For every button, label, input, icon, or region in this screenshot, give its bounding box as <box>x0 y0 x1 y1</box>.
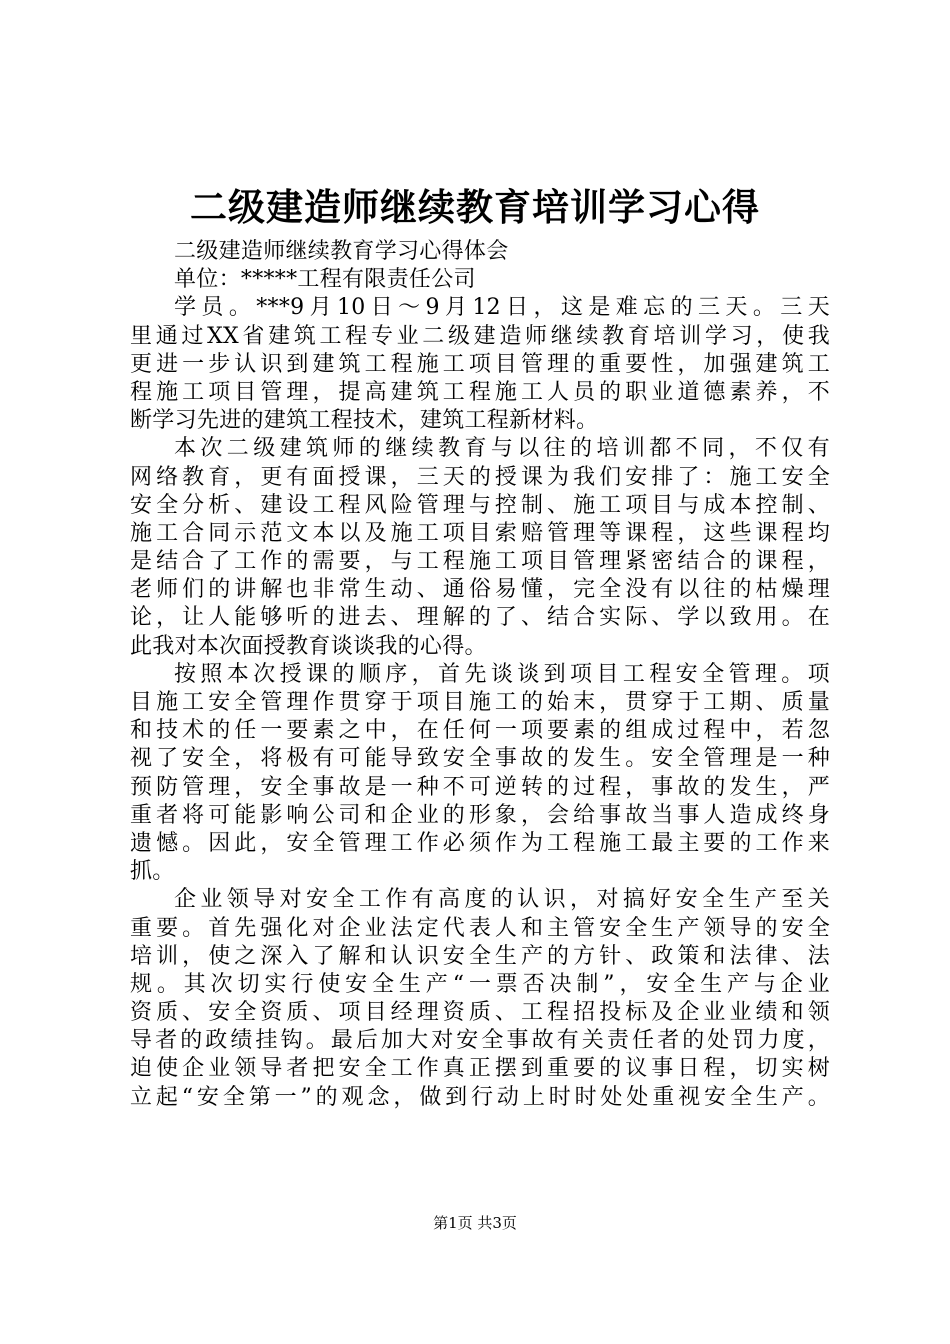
body-line: 导者的政绩挂钩。最后加大对安全事故有关责任者的处罚力度， <box>130 1028 830 1054</box>
body-line: 重者将可能影响公司和企业的形象，会给事故当事人造成终身 <box>130 802 830 828</box>
body-line: 重要。首先强化对企业法定代表人和主管安全生产领导的安全 <box>130 915 830 941</box>
body-line: 更进一步认识到建筑工程施工项目管理的重要性，加强建筑工 <box>130 351 830 377</box>
body-line: 迫使企业领导者把安全工作真正摆到重要的议事日程，切实树 <box>130 1056 830 1082</box>
body-line: 目施工安全管理作贯穿于项目施工的始末，贯穿于工期、质量 <box>130 690 830 715</box>
body-line: 里通过XX省建筑工程专业二级建造师继续教育培训学习，使我 <box>130 323 830 349</box>
document-body <box>130 238 830 1112</box>
body-line: 预防管理，安全事故是一种不可逆转的过程，事故的发生，严 <box>130 774 830 800</box>
body-line: 论，让人能够听的进去、理解的了、结合实际、学以致用。在 <box>130 605 830 631</box>
body-line: 此我对本次面授教育谈谈我的心得。 <box>130 633 487 659</box>
body-line: 资质、安全资质、项目经理资质、工程招投标及企业业绩和领 <box>130 1000 830 1026</box>
body-line: 施工合同示范文本以及施工项目索赔管理等课程，这些课程均 <box>130 520 830 546</box>
body-line: 规。其次切实行使安全生产“一票否决制”，安全生产与企业 <box>130 971 830 997</box>
body-line: 遗憾。因此，安全管理工作必须作为工程施工最主要的工作来 <box>130 830 830 856</box>
body-line: 老师们的讲解也非常生动、通俗易懂，完全没有以往的枯燥理 <box>130 577 830 603</box>
body-line: 和技术的任一要素之中，在任何一项要素的组成过程中，若忽 <box>130 718 830 744</box>
body-line: 二级建造师继续教育学习心得体会 <box>174 239 509 264</box>
page-footer: 第1页 共3页 <box>433 1214 517 1232</box>
body-line: 培训，使之深入了解和认识安全生产的方针、政策和法律、法 <box>130 943 830 969</box>
body-line: 网络教育，更有面授课，三天的授课为我们安排了：施工安全 <box>130 464 830 490</box>
body-line: 学员。***9月10日～9月12日，这是难忘的三天。三天 <box>174 295 830 321</box>
body-line: 立起“安全第一”的观念，做到行动上时时处处重视安全生产。 <box>130 1084 830 1110</box>
body-line: 单位：*****工程有限责任公司 <box>174 267 476 293</box>
body-line: 断学习先进的建筑工程技术，建筑工程新材料。 <box>130 408 599 434</box>
body-line: 程施工项目管理，提高建筑工程施工人员的职业道德素养，不 <box>130 379 830 405</box>
body-line: 本次二级建筑师的继续教育与以往的培训都不同，不仅有 <box>174 436 830 462</box>
body-line: 抓。 <box>130 859 175 885</box>
body-line: 安全分析、建设工程风险管理与控制、施工项目与成本控制、 <box>130 492 830 518</box>
body-line: 视了安全，将极有可能导致安全事故的发生。安全管理是一种 <box>130 746 830 772</box>
body-line: 是结合了工作的需要，与工程施工项目管理紧密结合的课程， <box>130 549 830 575</box>
document-title: 二级建造师继续教育培训学习心得 <box>190 186 760 229</box>
body-line: 企业领导对安全工作有高度的认识，对搞好安全生产至关 <box>174 887 830 913</box>
body-line: 按照本次授课的顺序，首先谈谈到项目工程安全管理。项 <box>174 661 830 687</box>
